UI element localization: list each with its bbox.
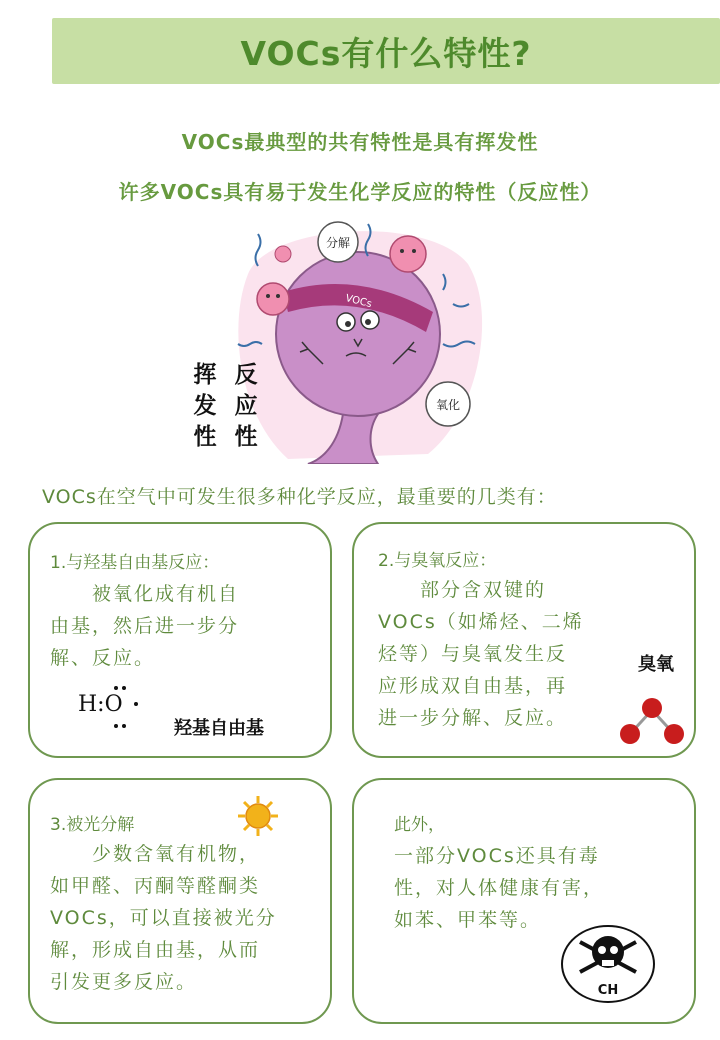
ozone-molecule-icon [616,694,688,750]
card-title: 2.与臭氧反应： [378,551,497,571]
svg-text:分解: 分解 [325,236,351,250]
card-body: 部分含双键的 VOCs（如烯烃、二烯 烃等）与臭氧发生反 应形成双自由基，再 进一步分解、反应。 [378,579,584,729]
page-title: VOCs有什么特性? [240,33,532,73]
reactions-subheading: VOCs在空气中可发生很多种化学反应，最重要的几类有： [42,486,557,508]
title-banner [52,18,720,84]
card-ozone-reaction [352,522,696,758]
svg-text:氧化: 氧化 [435,398,461,412]
skull-crossbones-icon [558,922,658,1006]
headband-text: VOCs [344,293,373,311]
hydroxyl-label: 羟基自由基 [174,718,264,739]
small-creature [257,283,289,315]
card-photolysis [28,778,332,1024]
small-creature [275,246,291,262]
card-hydroxyl-reaction [28,522,332,758]
card-title: 1.与羟基自由基反应： [50,553,220,573]
card-toxicity [352,778,696,1024]
label-reactivity: 反 应 性 [234,362,258,450]
card-title: 此外， [394,815,445,835]
voc-character-illustration [228,214,488,464]
label-volatility: 挥 发 性 [193,362,217,450]
card-body: 少数含氧有机物， 如甲醛、丙酮等醛酮类 VOCs，可以直接被光分 解，形成自由基，从而 引发更多反应。 [50,843,277,993]
card-title: 3.被光分解 [50,815,135,835]
ozone-label: 臭氧 [638,654,674,675]
voc-blob-body [276,252,440,416]
small-creature [390,236,426,272]
hydroxyl-formula: H:O [78,692,123,717]
card-body: 被氧化成有机自 由基，然后进一步分 解、反应。 [50,583,240,669]
card-body: 一部分VOCs还具有毒 性，对人体健康有害， 如苯、甲苯等。 [394,845,605,931]
intro-reactivity: 许多VOCs具有易于发生化学反应的特性（反应性） [118,180,602,204]
sun-icon [236,794,280,838]
intro-volatility: VOCs最典型的共有特性是具有挥发性 [181,130,539,154]
svg-text:CH: CH [597,983,619,998]
